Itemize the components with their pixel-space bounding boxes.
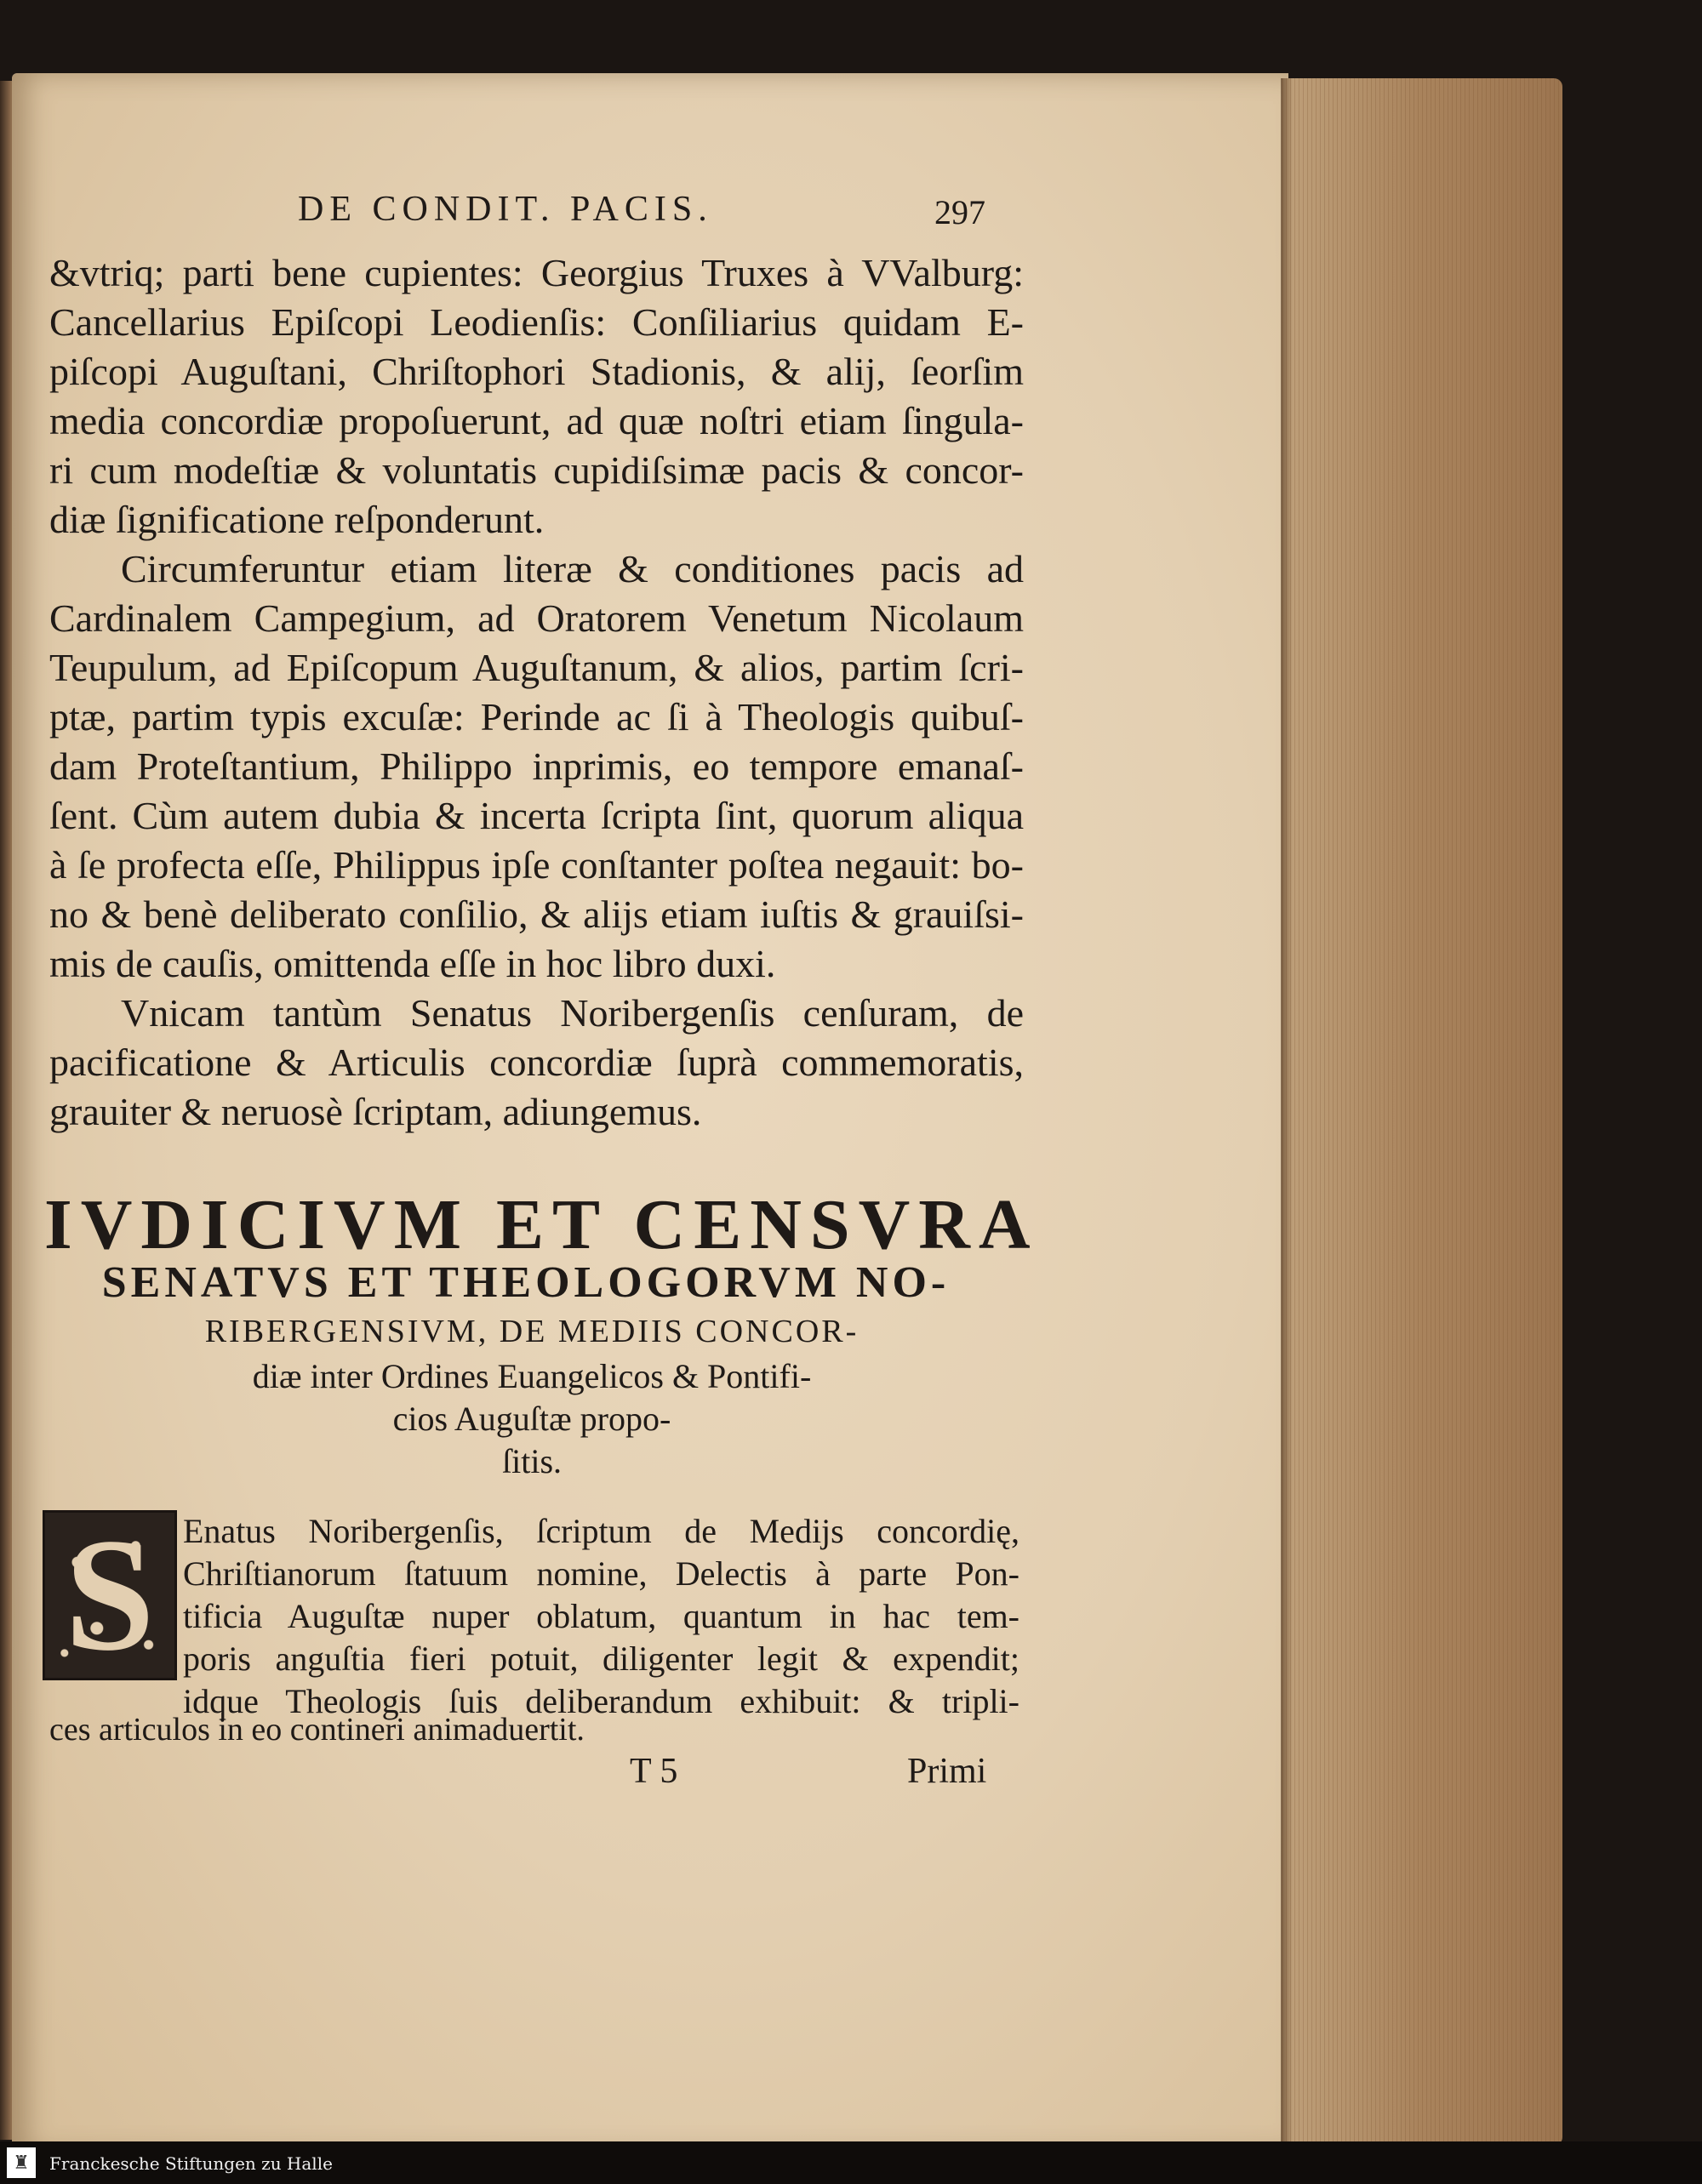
signature-mark: T 5 xyxy=(630,1752,678,1791)
running-header: DE CONDIT. PACIS. xyxy=(298,190,713,229)
text-line: mis de cauſis, omittenda eſſe in hoc libro duxi. xyxy=(49,942,776,985)
page-block-edge xyxy=(1282,78,1562,2146)
page-number: 297 xyxy=(934,193,985,231)
text-line: ces articulos in eo contineri animaduertit. xyxy=(49,1712,585,1748)
section-subtitle: cios Auguſtæ propo- xyxy=(392,1400,671,1438)
text-line: dam Proteſtantium, Philippo inprimis, eo tempore emanaſ- xyxy=(49,744,1024,788)
text-line: tificia Auguſtæ nuper oblatum, quantum in hac tem- xyxy=(183,1597,1019,1635)
text-line: ſent. Cùm autem dubia & incerta ſcripta ſint, quorum aliqua xyxy=(49,794,1024,837)
text-line: Chriſtianorum ſtatuum nomine, Delectis à parte Pon- xyxy=(183,1554,1019,1593)
decorated-initial xyxy=(43,1510,177,1680)
text-line: poris anguſtia fieri potuit, diligenter legit & expendit; xyxy=(183,1639,1019,1678)
catchword: Primi xyxy=(907,1752,987,1791)
text-line: Circumferuntur etiam literæ & conditiones pacis ad xyxy=(121,547,1024,590)
text-line: diæ ſignificatione reſponderunt. xyxy=(49,498,545,541)
text-line: à ſe profecta eſſe, Philippus ipſe conſtanter poſtea negauit: bo- xyxy=(49,843,1024,887)
section-subtitle: RIBERGENSIVM, DE MEDIIS CONCOR- xyxy=(204,1314,860,1349)
text-line: pacificatione & Articulis concordiæ ſuprà commemoratis, xyxy=(49,1041,1024,1084)
text-line: &vtriq; parti bene cupientes: Georgius Truxes à VValburg: xyxy=(49,251,1024,294)
text-line: Teupulum, ad Epiſcopum Auguſtanum, & alios, partim ſcri- xyxy=(49,646,1024,689)
initial-letter: S xyxy=(65,1510,155,1680)
text-line: no & benè deliberato conſilio, & alijs etiam iuſtis & grauiſsi- xyxy=(49,892,1024,936)
section-title: IVDICIVM ET CENSVRA xyxy=(44,1185,1039,1264)
text-line: ptæ, partim typis excuſæ: Perinde ac ſi à Theologis quibuſ- xyxy=(49,695,1024,738)
page-block-shadow xyxy=(1281,78,1293,2146)
section-subtitle: diæ inter Ordines Euangelicos & Pontifi- xyxy=(252,1357,812,1395)
section-subtitle: SENATVS ET THEOLOGORVM NO- xyxy=(101,1258,951,1307)
text-line: grauiter & neruosè ſcriptam, adiungemus. xyxy=(49,1090,702,1133)
section-subtitle: ſitis. xyxy=(501,1442,563,1480)
text-line: Vnicam tantùm Senatus Noribergenſis cenſuram, de xyxy=(121,991,1024,1035)
text-line: ri cum modeſtiæ & voluntatis cupidiſsimæ pacis & concor- xyxy=(49,448,1024,492)
text-line: media concordiæ propoſuerunt, ad quæ noſtri etiam ſingula- xyxy=(49,399,1024,442)
text-line: Enatus Noribergenſis, ſcriptum de Medijs concordię, xyxy=(183,1512,1019,1550)
text-line: Cancellarius Epiſcopi Leodienſis: Conſiliarius quidam E- xyxy=(49,300,1024,344)
institution-name: Franckesche Stiftungen zu Halle xyxy=(49,2153,333,2174)
text-line: Cardinalem Campegium, ad Oratorem Venetum Nicolaum xyxy=(49,596,1024,640)
text-line: idque Theologis ſuis deliberandum exhibuit: & tripli- xyxy=(183,1682,1019,1720)
institution-logo-icon: ♜ xyxy=(7,2147,36,2178)
text-line: piſcopi Auguſtani, Chriſtophori Stadionis, & alij, ſeorſim xyxy=(49,350,1024,393)
